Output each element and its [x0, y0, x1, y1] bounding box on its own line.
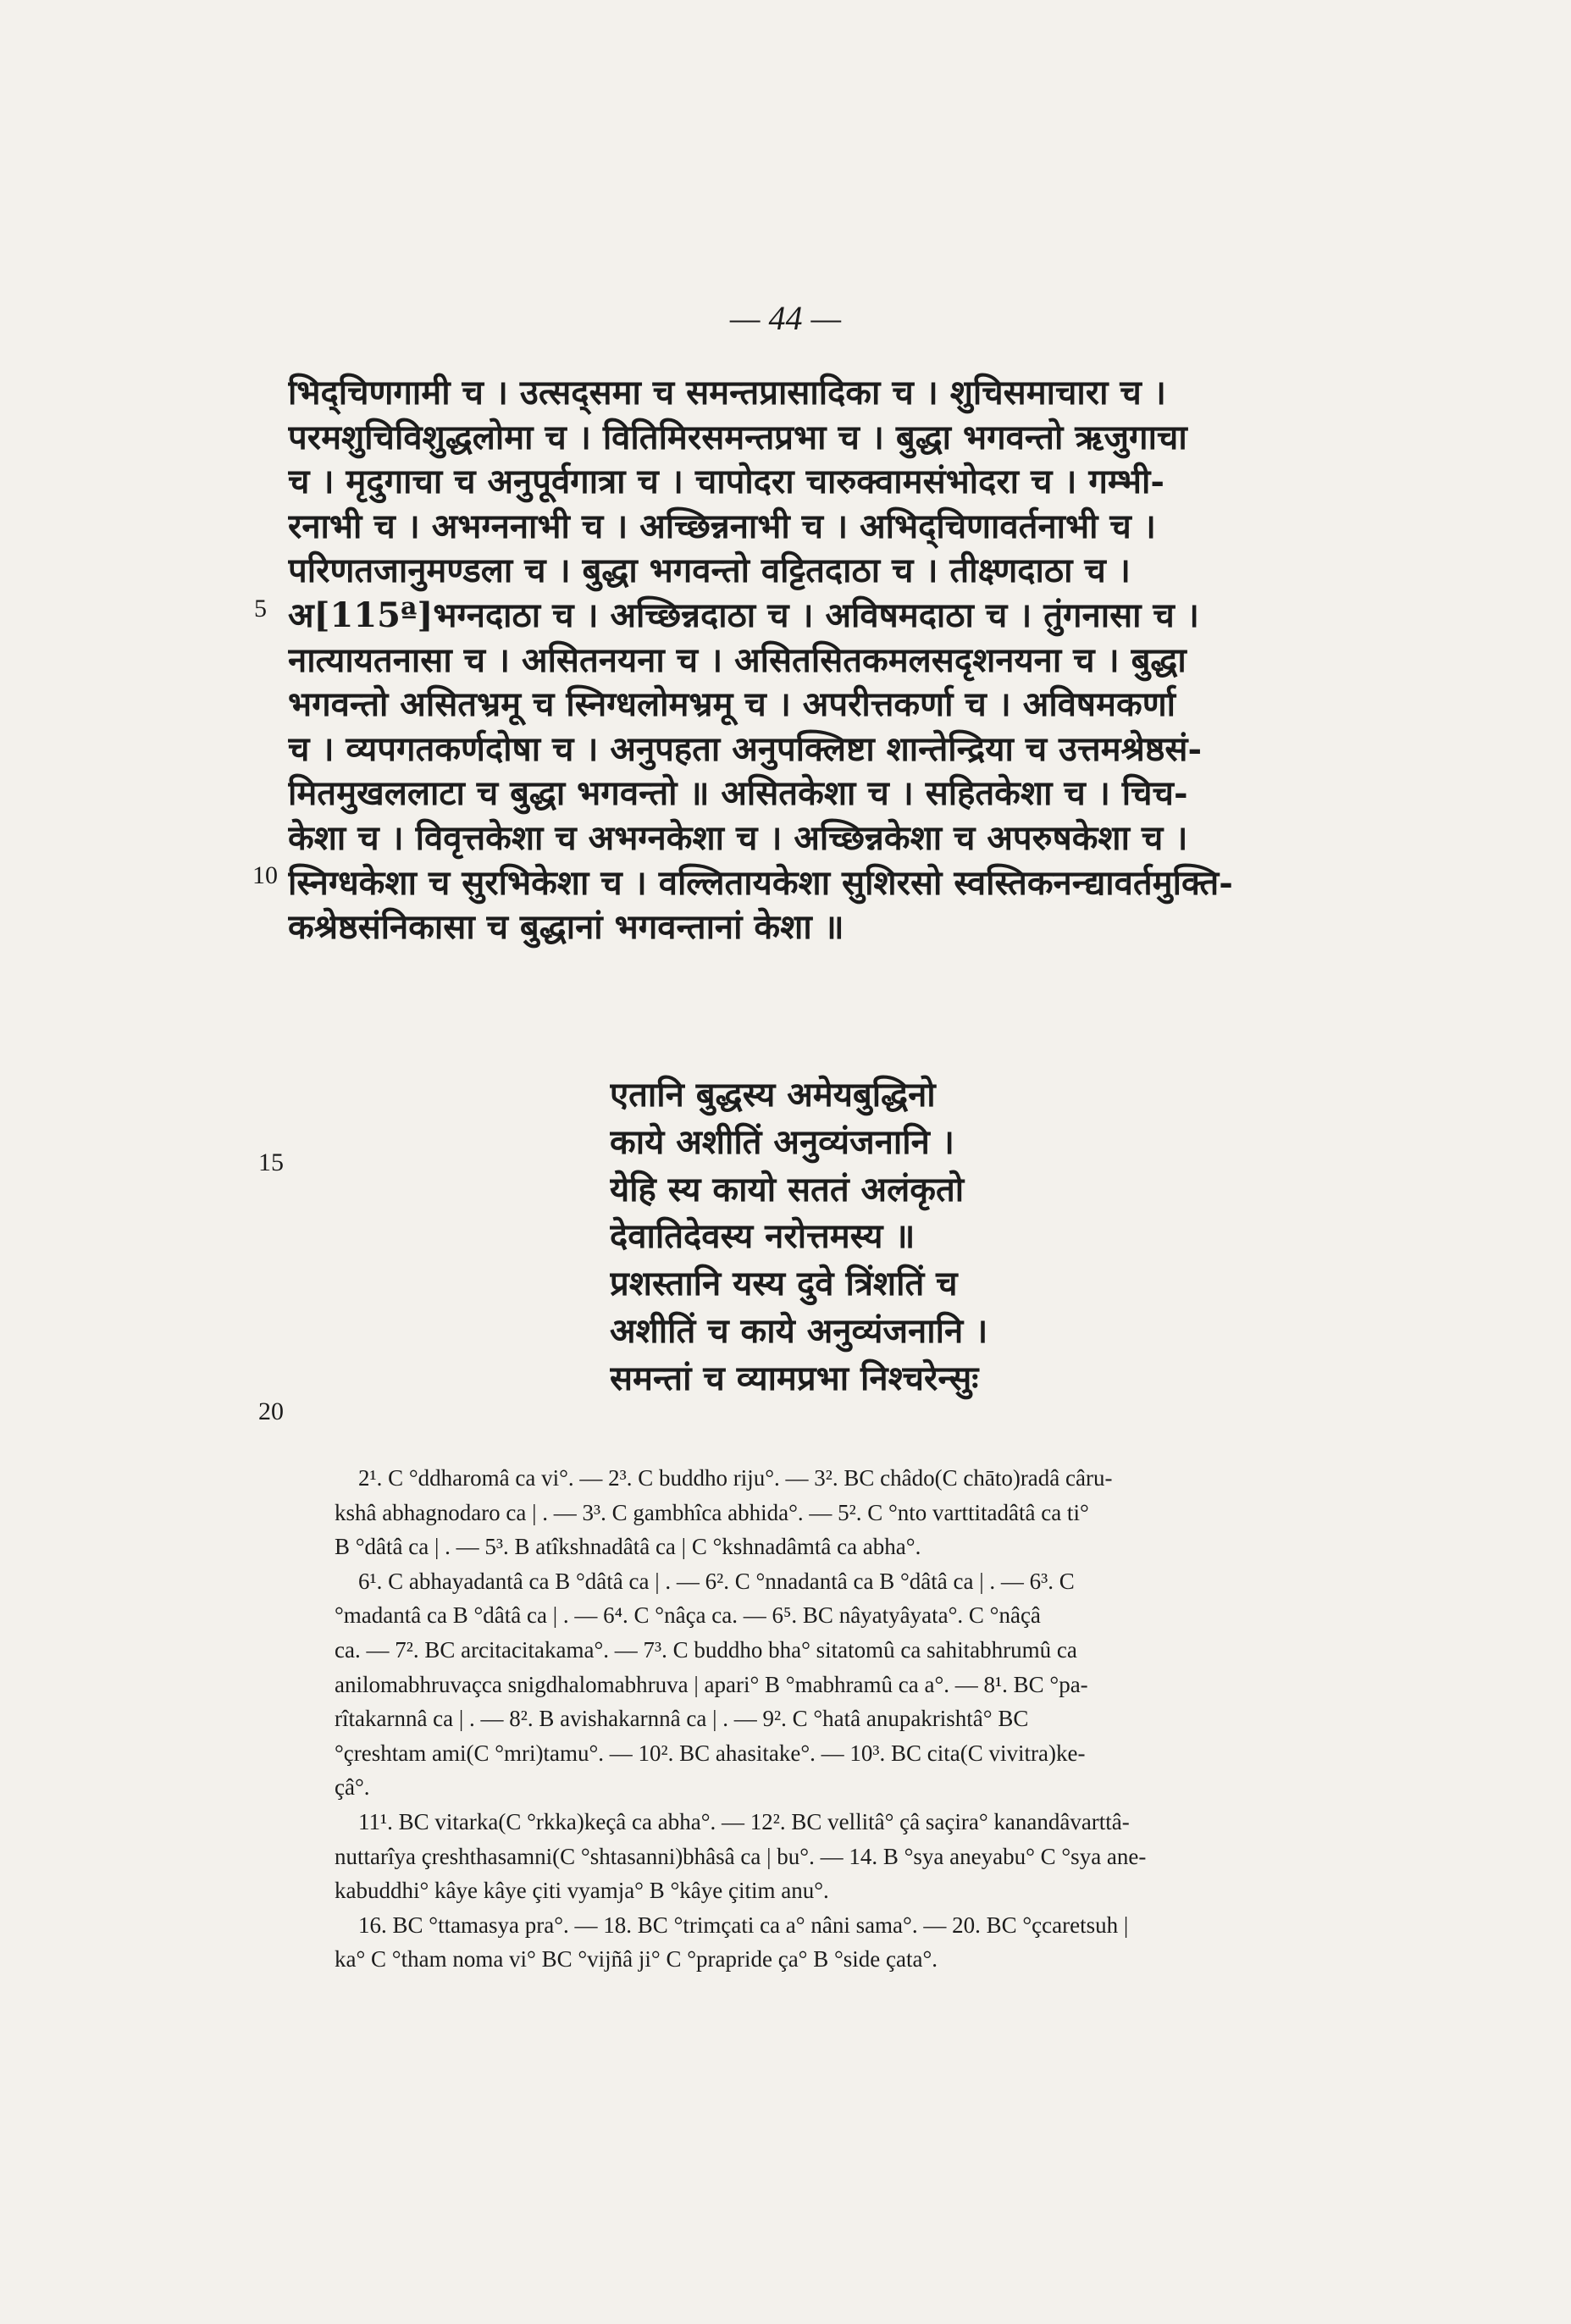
verse-line: काये अशीतिं अनुव्यंजनानि । — [610, 1121, 954, 1162]
prose-text — [288, 371, 1389, 950]
footnote-line: anilomabhruvaçca snigdhalomabhruva | apari° B °mabhramû ca a°. — 8¹. BC °pa- — [335, 1671, 1088, 1697]
text-line: रनाभी च । अभग्ननाभी च । अच्छिन्ननाभी च । अभिद्चिणावर्तनाभी च । — [288, 506, 1156, 546]
verse-line: अशीतिं च काये अनुव्यंजनानि । — [610, 1310, 988, 1351]
line-number: 10 — [252, 861, 278, 889]
line-number: 5 — [254, 595, 267, 622]
footnote-line: B °dâtâ ca | . — 5³. B atîkshnadâtâ ca | C °kshnadâmtâ ca abha°. — [335, 1534, 921, 1560]
text-line: मितमुखललाटा च बुद्धा भगवन्तो ॥ असितकेशा च । सहितकेशा च । चिच- — [288, 773, 1188, 814]
critical-apparatus — [335, 1461, 1435, 1977]
text-line: केशा च । विवृत्तकेशा च अभग्नकेशा च । अच्छिन्नकेशा च अपरुषकेशा च । — [288, 817, 1188, 858]
verse-line: येहि स्य कायो सततं अलंकृतो — [610, 1169, 965, 1209]
verse-line: देवातिदेवस्य नरोत्तमस्य ॥ — [610, 1216, 915, 1257]
footnote-line: kabuddhi° kâye kâye çiti vyamja° B °kâye çitim anu°. — [335, 1878, 829, 1904]
footnote-line: çâ°. — [335, 1774, 370, 1801]
footnote-line: °çreshtam ami(C °mri)tamu°. — 10². BC ahasitake°. — 10³. BC cita(C vivitra)ke- — [335, 1740, 1086, 1766]
text-line: भिद्चिणगामी च । उत्सद्समा च समन्तप्रासादिका च । शुचिसमाचारा च । — [288, 373, 1166, 412]
text-line: च । मृदुगाचा च अनुपूर्वगात्रा च । चापोदरा चारुक्वामसंभोदरा च । गम्भी- — [288, 462, 1164, 502]
footnote-line: nuttarîya çreshthasamni(C °shtasanni)bhâsâ ca | bu°. — 14. B °sya aneyabu° C °sya ane- — [335, 1843, 1147, 1869]
verse-text — [610, 1071, 1287, 1403]
text-line: परिणतजानुमण्डला च । बुद्धा भगवन्तो वट्टितदाठा च । तीक्ष्णदाठा च । — [288, 551, 1131, 591]
footnote-line: 11¹. BC vitarka(C °rkka)keçâ ca abha°. — 12². BC vellitâ° çâ saçira° kanandâvarttâ- — [358, 1808, 1130, 1834]
text-line: भगवन्तो असितभ्रमू च स्निग्धलोमभ्रमू च । अपरीत्तकर्णा च । अविषमकर्णा — [288, 684, 1175, 725]
footnote-line: ka° C °tham noma vi° BC °vijñâ ji° C °prapride ça° B °side çata°. — [335, 1946, 938, 1973]
text-line: परमशुचिविशुद्धलोमा च । वितिमिरसमन्तप्रभा च । बुद्धा भगवन्तो ऋजुगाचा — [288, 417, 1187, 457]
verse-line: एतानि बुद्धस्य अमेयबुद्धिनो — [610, 1075, 936, 1115]
footnote-line: 2¹. C °ddharomâ ca vi°. — 2³. C buddho riju°. — 3². BC châdo(C chāto)radâ câru- — [358, 1465, 1113, 1491]
footnote-line: ca. — 7². BC arcitacitakama°. — 7³. C buddho bha° sitatomû ca sahitabhrumû ca — [335, 1636, 1077, 1663]
text-line: नात्यायतनासा च । असितनयना च । असितसितकमलसदृशनयना च । बुद्धा — [288, 639, 1187, 680]
footnote-line: °madantâ ca B °dâtâ ca | . — 6⁴. C °nâça ca. — 6⁵. BC nâyatyâyata°. C °nâçâ — [335, 1602, 1041, 1629]
footnote-line: rîtakarnnâ ca | . — 8². B avishakarnnâ ca | . — 9². C °hatâ anupakrishtâ° BC — [335, 1706, 1029, 1732]
footnote-line: kshâ abhagnodaro ca | . — 3³. C gambhîca abhida°. — 5². C °nto varttitadâtâ ca ti° — [335, 1499, 1089, 1525]
text-line: अ[115ª]भग्नदाठा च । अच्छिन्नदाठा च । अविषमदाठा च । तुंगनासा च । — [288, 595, 1199, 635]
line-number: 20 — [258, 1397, 284, 1425]
verse-line: समन्तां च व्यामप्रभा निश्चरेन्सुः — [610, 1358, 979, 1398]
verse-line: प्रशस्तानि यस्य दुवे त्रिंशतिं च — [610, 1264, 958, 1304]
page-number: — 44 — — [729, 299, 842, 337]
text-line: कश्रेष्ठसंनिकासा च बुद्धानां भगवन्तानां केशा ॥ — [288, 907, 844, 948]
footnote-line: 6¹. C abhayadantâ ca B °dâtâ ca | . — 6². C °nnadantâ ca B °dâtâ ca | . — 6³. C — [358, 1568, 1075, 1594]
text-line: च । व्यपगतकर्णदोषा च । अनुपहता अनुपक्लिष्टा शान्तेन्द्रिया च उत्तमश्रेष्ठसं- — [288, 728, 1203, 769]
line-number: 15 — [258, 1148, 284, 1176]
text-line: स्निग्धकेशा च सुरभिकेशा च । वल्लितायकेशा सुशिरसो स्वस्तिकनन्द्यावर्तमुक्ति- — [288, 862, 1233, 903]
footnote-line: 16. BC °ttamasya pra°. — 18. BC °trimçati ca a° nâni sama°. — 20. BC °çcaretsuh | — [358, 1912, 1129, 1938]
